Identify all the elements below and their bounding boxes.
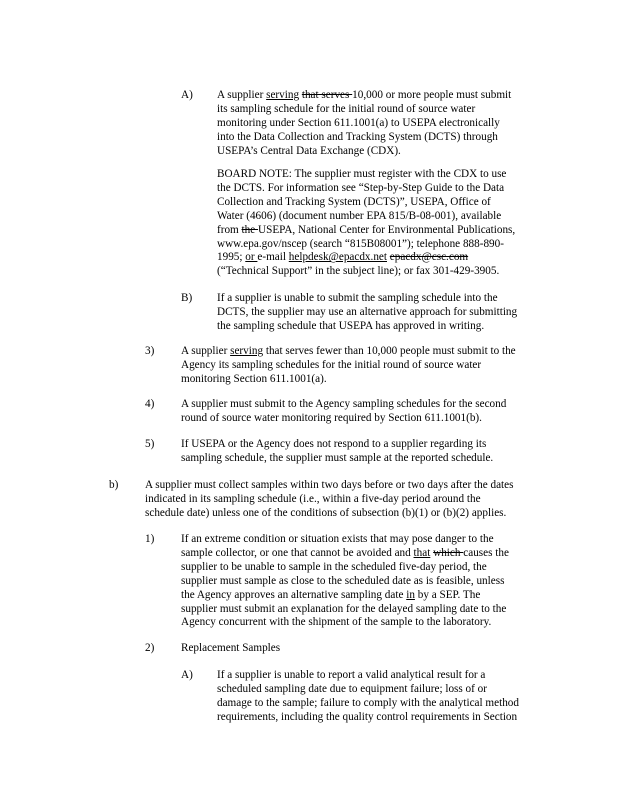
paragraph-line: monitoring Section 611.1001(a). bbox=[181, 372, 327, 385]
text-run: the Agency approves an alternative sampling date bbox=[181, 588, 407, 601]
inserted-text: or bbox=[245, 251, 258, 264]
label-item-b2: 2) bbox=[145, 642, 155, 654]
inserted-text: serving bbox=[266, 89, 300, 101]
paragraph-line: Agency concurrent with the shipment of the sample to the laboratory. bbox=[181, 616, 492, 629]
deleted-text: the bbox=[241, 223, 259, 236]
paragraph-line: supplier must sample as close to the scheduled date as is feasible, unless bbox=[181, 574, 505, 587]
text-run: A supplier bbox=[181, 345, 231, 357]
label-item-b2A: A) bbox=[181, 669, 193, 681]
paragraph-line: (“Technical Support” in the subject line); or fax 301-429-3905. bbox=[217, 265, 500, 278]
paragraph-line: If an extreme condition or situation exists that may pose danger to the bbox=[181, 533, 494, 545]
inserted-text: helpdesk@epacdx.net bbox=[288, 251, 387, 264]
paragraph-line: Replacement Samples bbox=[181, 642, 281, 654]
inserted-text: serving bbox=[230, 345, 264, 357]
text-run: 1995; bbox=[217, 251, 246, 264]
label-item-b1: 1) bbox=[145, 533, 155, 545]
label-item-4: 4) bbox=[145, 398, 155, 410]
paragraph-item-b bbox=[145, 479, 513, 521]
paragraph-line: If USEPA or the Agency does not respond to a supplier regarding its bbox=[181, 438, 487, 450]
paragraph-line: damage to the sample; failure to comply with the analytical method bbox=[217, 696, 519, 709]
board-note bbox=[217, 168, 515, 279]
paragraph-line: sampling schedule, the supplier must sample at the reported schedule. bbox=[181, 451, 494, 464]
paragraph-line bbox=[181, 589, 509, 603]
paragraph-line bbox=[217, 89, 511, 103]
paragraph-line: into the Data Collection and Tracking System (DCTS) through bbox=[217, 130, 498, 143]
paragraph-line: the sampling schedule that USEPA has approved in writing. bbox=[217, 319, 485, 332]
deleted-text: epacdx@csc.com bbox=[389, 251, 469, 264]
paragraph-line: its sampling schedule for the initial round of source water bbox=[217, 102, 476, 115]
paragraph-item-3 bbox=[181, 345, 516, 387]
text-run: 10,000 or more people must submit bbox=[352, 89, 512, 101]
paragraph-line bbox=[181, 345, 516, 359]
paragraph-line: round of source water monitoring required by Section 611.1001(b). bbox=[181, 411, 482, 424]
paragraph-line: USEPA’s Central Data Exchange (CDX). bbox=[217, 144, 401, 157]
paragraph-line bbox=[181, 547, 509, 561]
paragraph-line: Agency its sampling schedules for the initial round of source water bbox=[181, 358, 482, 371]
paragraph-item-b1 bbox=[181, 533, 509, 630]
paragraph-line: scheduled sampling date due to equipment failure; loss of or bbox=[217, 682, 487, 695]
text-run: causes the bbox=[463, 546, 509, 559]
paragraph-line: monitoring under Section 611.1001(a) to USEPA electronically bbox=[217, 116, 500, 129]
label-item-5: 5) bbox=[145, 438, 155, 450]
paragraph-line: DCTS, the supplier may use an alternative approach for submitting bbox=[217, 305, 518, 318]
paragraph-line: the DCTS. For information see “Step-by-Step Guide to the Data bbox=[217, 181, 505, 194]
paragraph-a-A bbox=[217, 89, 511, 159]
paragraph-line: requirements, including the quality control requirements in Section bbox=[217, 710, 518, 723]
deleted-text: that serves bbox=[301, 89, 353, 101]
label-item-3: 3) bbox=[145, 345, 155, 357]
paragraph-line: If a supplier is unable to report a valid analytical result for a bbox=[217, 669, 486, 681]
heading-replacement-samples bbox=[181, 642, 280, 656]
paragraph-line: A supplier must submit to the Agency sampling schedules for the second bbox=[181, 398, 507, 410]
deleted-text: which bbox=[433, 546, 464, 559]
text-run: that serves fewer than 10,000 people must submit to the bbox=[263, 345, 516, 357]
text-run: sample collector, or one that cannot be avoided and bbox=[181, 546, 414, 559]
paragraph-line bbox=[217, 251, 515, 265]
paragraph-line bbox=[217, 224, 515, 238]
paragraph-a-B bbox=[217, 292, 517, 334]
label-a-A: A) bbox=[181, 89, 193, 101]
paragraph-item-4 bbox=[181, 398, 506, 426]
paragraph-line: Collection and Tracking System (DCTS)”, USEPA, Office of bbox=[217, 195, 491, 208]
text-run: A supplier bbox=[217, 89, 267, 101]
paragraph-line: schedule date) unless one of the conditions of subsection (b)(1) or (b)(2) applies. bbox=[145, 506, 507, 519]
paragraph-line: www.epa.gov/nscep (search “815B08001”); telephone 888-890- bbox=[217, 237, 504, 250]
paragraph-line: BOARD NOTE: The supplier must register with the CDX to use bbox=[217, 168, 507, 180]
text-run: from bbox=[217, 223, 242, 236]
inserted-text: that bbox=[413, 546, 431, 559]
paragraph-line: indicated in its sampling schedule (i.e., within a five-day period around the bbox=[145, 492, 481, 505]
text-run: e-mail bbox=[257, 251, 289, 264]
paragraph-line: If a supplier is unable to submit the sampling schedule into the bbox=[217, 292, 498, 304]
inserted-text: in bbox=[406, 588, 415, 601]
label-a-B: B) bbox=[181, 292, 193, 304]
paragraph-item-b2A bbox=[217, 669, 519, 725]
text-run: by a SEP. The bbox=[414, 588, 481, 601]
paragraph-line: supplier must submit an explanation for the delayed sampling date to the bbox=[181, 602, 507, 615]
paragraph-line: supplier to be unable to sample in the scheduled five-day period, the bbox=[181, 560, 487, 573]
text-run: USEPA, National Center for Environmental Publications, bbox=[258, 223, 516, 236]
label-item-b: b) bbox=[109, 479, 119, 491]
paragraph-line: Water (4606) (document number EPA 815/B-08-001), available bbox=[217, 209, 502, 222]
paragraph-line: A supplier must collect samples within two days before or two days after the dates bbox=[145, 479, 514, 491]
paragraph-item-5 bbox=[181, 438, 493, 466]
